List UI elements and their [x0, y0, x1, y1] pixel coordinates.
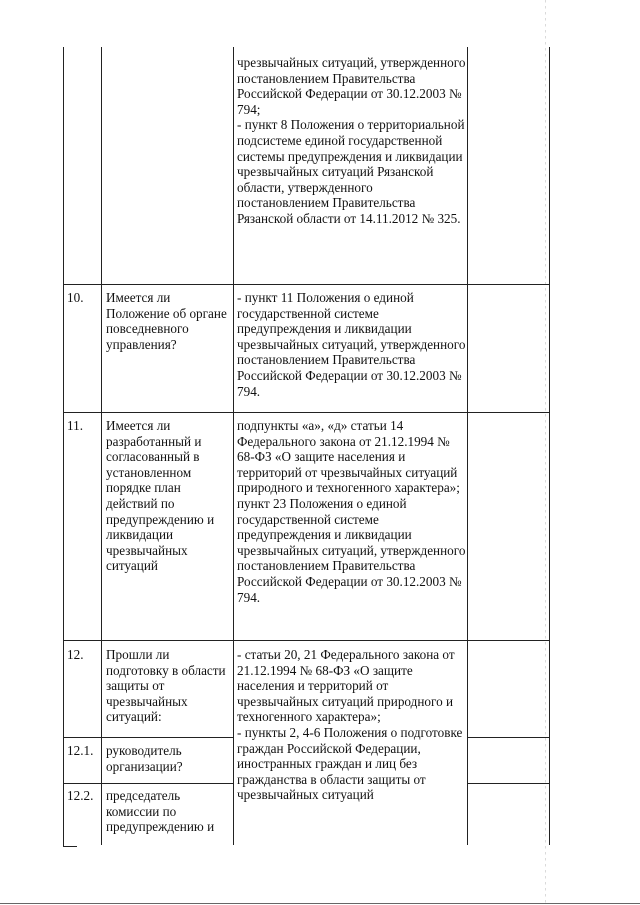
- legal-reference: - пункт 11 Положения о единой государственной системе предупреждения и ликвидации чрезвычайных ситуаций, утвержденного постановлением Правительства Российской Федерации от 30.12.2003 № 794.: [237, 290, 466, 399]
- row-separator: [63, 412, 550, 413]
- row-number: 10.: [67, 290, 84, 305]
- question-text: Прошли ли подготовку в области защиты от чрезвычайных ситуаций:: [106, 647, 226, 725]
- row-separator: [467, 783, 550, 784]
- row-separator: [63, 783, 233, 784]
- table-border-left: [63, 47, 64, 847]
- legal-reference: чрезвычайных ситуаций, утвержденного постановлением Правительства Российской Федерации от 30.12.2003 № 794; - пункт 8 Положения о территориальной подсистеме единой государственной системы предупреждения и ликвидации чрезвычайных ситуаций Рязанской области, утвержденного постановлением Правительства Рязанской области от 14.11.2012 № 325.: [237, 55, 466, 226]
- table-border-right: [549, 47, 550, 845]
- table-border-col1: [101, 47, 102, 845]
- table-border-col3: [467, 47, 468, 845]
- legal-reference: - статьи 20, 21 Федерального закона от 21.12.1994 № 68-ФЗ «О защите населения и территорий от чрезвычайных ситуаций природного и техногенного характера»; - пункты 2, 4-6 Положения о подготовке граждан Российской Федерации, иностранных граждан и лиц без гражданства в области защиты от чрезвычайных ситуаций: [237, 647, 463, 803]
- row-separator: [63, 737, 233, 738]
- row-number: 12.1.: [67, 743, 94, 758]
- row-number: 12.2.: [67, 788, 94, 803]
- page-bottom-rule: [0, 903, 640, 904]
- question-text: Имеется ли разработанный и согласованный в установленном порядке план действий по предупреждению и ликвидации чрезвычайных ситуаций: [106, 418, 215, 574]
- question-text: председатель комиссии по предупреждению и: [106, 788, 215, 835]
- row-number: 12.: [67, 647, 84, 662]
- table-border-col2: [233, 47, 234, 845]
- row-separator: [467, 737, 550, 738]
- legal-reference: подпункты «а», «д» статьи 14 Федерального закона от 21.12.1994 № 68-ФЗ «О защите населения и территорий от чрезвычайных ситуаций природного и техногенного характера»; пункт 23 Положения о единой государственной системе предупреждения и ликвидации чрезвычайных ситуаций, утвержденного постановлением Правительства Российской Федерации от 30.12.2003 № 794.: [237, 418, 466, 605]
- row-separator: [63, 284, 550, 285]
- table-bottom-stub: [63, 846, 77, 847]
- row-separator: [63, 640, 550, 641]
- row-number: 11.: [67, 418, 83, 433]
- question-text: руководитель организации?: [106, 743, 183, 774]
- scan-guide-dots: [545, 0, 546, 905]
- question-text: Имеется ли Положение об органе повседневного управления?: [106, 290, 227, 352]
